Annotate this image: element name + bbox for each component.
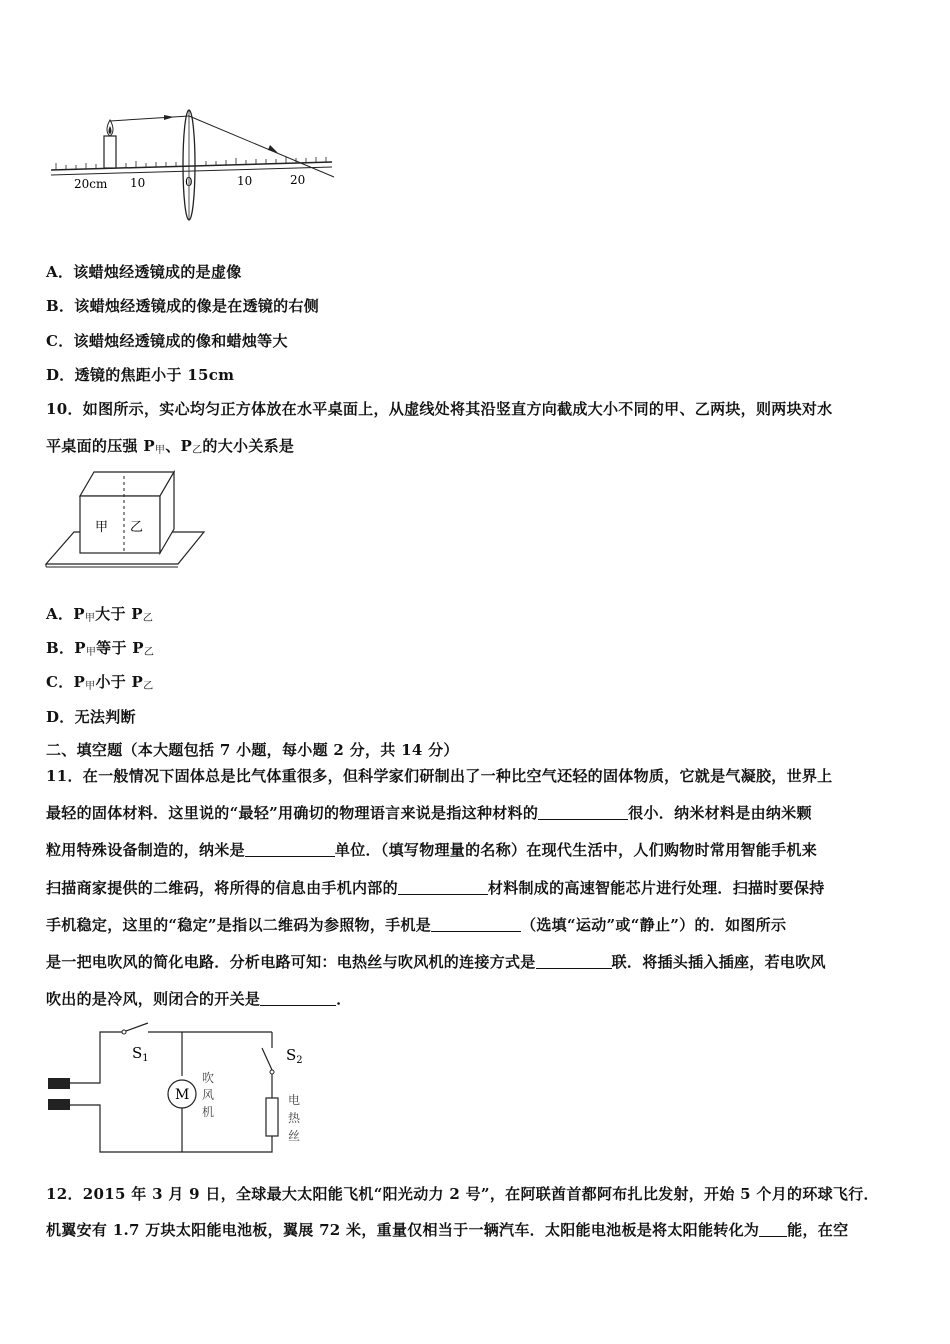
q12-line1: 12．2015 年 3 月 9 日，全球最大太阳能飞机“阳光动力 2 号”，在阿联酋首都阿布扎比发射，开始 5 个月的环球飞行． <box>46 1185 879 1203</box>
q11-line4: 扫描商家提供的二维码，将所得的信息由手机内部的 材料制成的高速智能芯片进行处理．扫描时要保持 <box>46 879 825 897</box>
heater-label-char-3: 丝 <box>288 1129 301 1143</box>
q11-line5: 手机稳定，这里的“稳定”是指以二维码为参照物，手机是 （选填“运动”或“静止”）的．如图所示 <box>46 916 787 934</box>
cube-label-jia: 甲 <box>95 520 109 535</box>
motor-label-char-3: 机 <box>202 1105 215 1119</box>
motor-symbol: M <box>175 1087 190 1103</box>
cube-figure <box>44 466 214 576</box>
heater-label-char-1: 电 <box>288 1093 301 1107</box>
q11-blank-5[interactable] <box>536 954 612 969</box>
ruler-label-10-right: 10 <box>237 174 253 188</box>
q9-option-d: D．透镜的焦距小于 15cm <box>46 366 235 384</box>
ruler-label-10-left: 10 <box>130 176 146 190</box>
q10-option-b: B．$P_甲$等于 $P_乙$ <box>46 639 155 658</box>
q10-stem-line1: 10．如图所示，实心均匀正方体放在水平桌面上，从虚线处将其沿竖直方向截成大小不同的甲、乙两块，则两块对水 <box>46 400 833 418</box>
ruler-label-0: 0 <box>185 175 193 189</box>
q12-blank-1[interactable] <box>759 1222 787 1237</box>
motor-label-char-2: 风 <box>202 1088 215 1102</box>
motor-label-char-1: 吹 <box>202 1071 215 1085</box>
ruler-label-20cm: 20cm <box>74 177 108 191</box>
q11-blank-1[interactable] <box>538 805 628 820</box>
q11-blank-3[interactable] <box>398 880 488 895</box>
section2-title: 二、填空题（本大题包括 7 小题，每小题 2 分，共 14 分） <box>46 741 459 759</box>
q11-line7: 吹出的是冷风，则闭合的开关是 ． <box>46 990 352 1008</box>
q11-blank-2[interactable] <box>245 842 335 857</box>
q11-line6: 是一把电吹风的简化电路．分析电路可知：电热丝与吹风机的连接方式是 联．将插头插入插座，若电吹风 <box>46 953 826 971</box>
q9-option-c: C．该蜡烛经透镜成的像和蜡烛等大 <box>46 332 288 350</box>
q11-line2: 最轻的固体材料．这里说的“最轻”用确切的物理语言来说是指这种材料的 很小．纳米材料是由纳米颗 <box>46 804 812 822</box>
q9-option-b: B．该蜡烛经透镜成的像是在透镜的右侧 <box>46 297 320 315</box>
q10-option-a: A．$P_甲$大于 $P_乙$ <box>46 605 154 624</box>
q11-blank-6[interactable] <box>260 991 336 1006</box>
q12-line2: 机翼安有 1.7 万块太阳能电池板，翼展 72 米，重量仅相当于一辆汽车．太阳能电池板是将太阳能转化为 能，在空 <box>46 1221 849 1239</box>
q11-line3: 粒用特殊设备制造的，纳米是 单位．（填写物理量的名称）在现代生活中，人们购物时常用智能手机来 <box>46 841 818 859</box>
hairdryer-circuit <box>44 1018 334 1158</box>
q10-stem-line2: 平桌面的压强 $P_甲$、$P_乙$的大小关系是 <box>46 437 295 456</box>
cube-label-yi: 乙 <box>130 520 144 535</box>
q11-blank-4[interactable] <box>431 917 521 932</box>
q9-option-a: A．该蜡烛经透镜成的是虚像 <box>46 263 242 281</box>
lens-ruler-figure <box>48 100 348 230</box>
switch-s2-label: $S_2$ <box>286 1046 303 1066</box>
q10-option-d: D．无法判断 <box>46 708 136 726</box>
q11-line1: 11．在一般情况下固体总是比气体重很多，但科学家们研制出了一种比空气还轻的固体物质，它就是气凝胶，世界上 <box>46 767 833 785</box>
q10-option-c: C．$P_甲$小于 $P_乙$ <box>46 673 154 692</box>
heater-label-char-2: 热 <box>288 1111 301 1125</box>
ruler-label-20: 20 <box>290 173 306 187</box>
switch-s1-label: $S_1$ <box>132 1044 149 1064</box>
